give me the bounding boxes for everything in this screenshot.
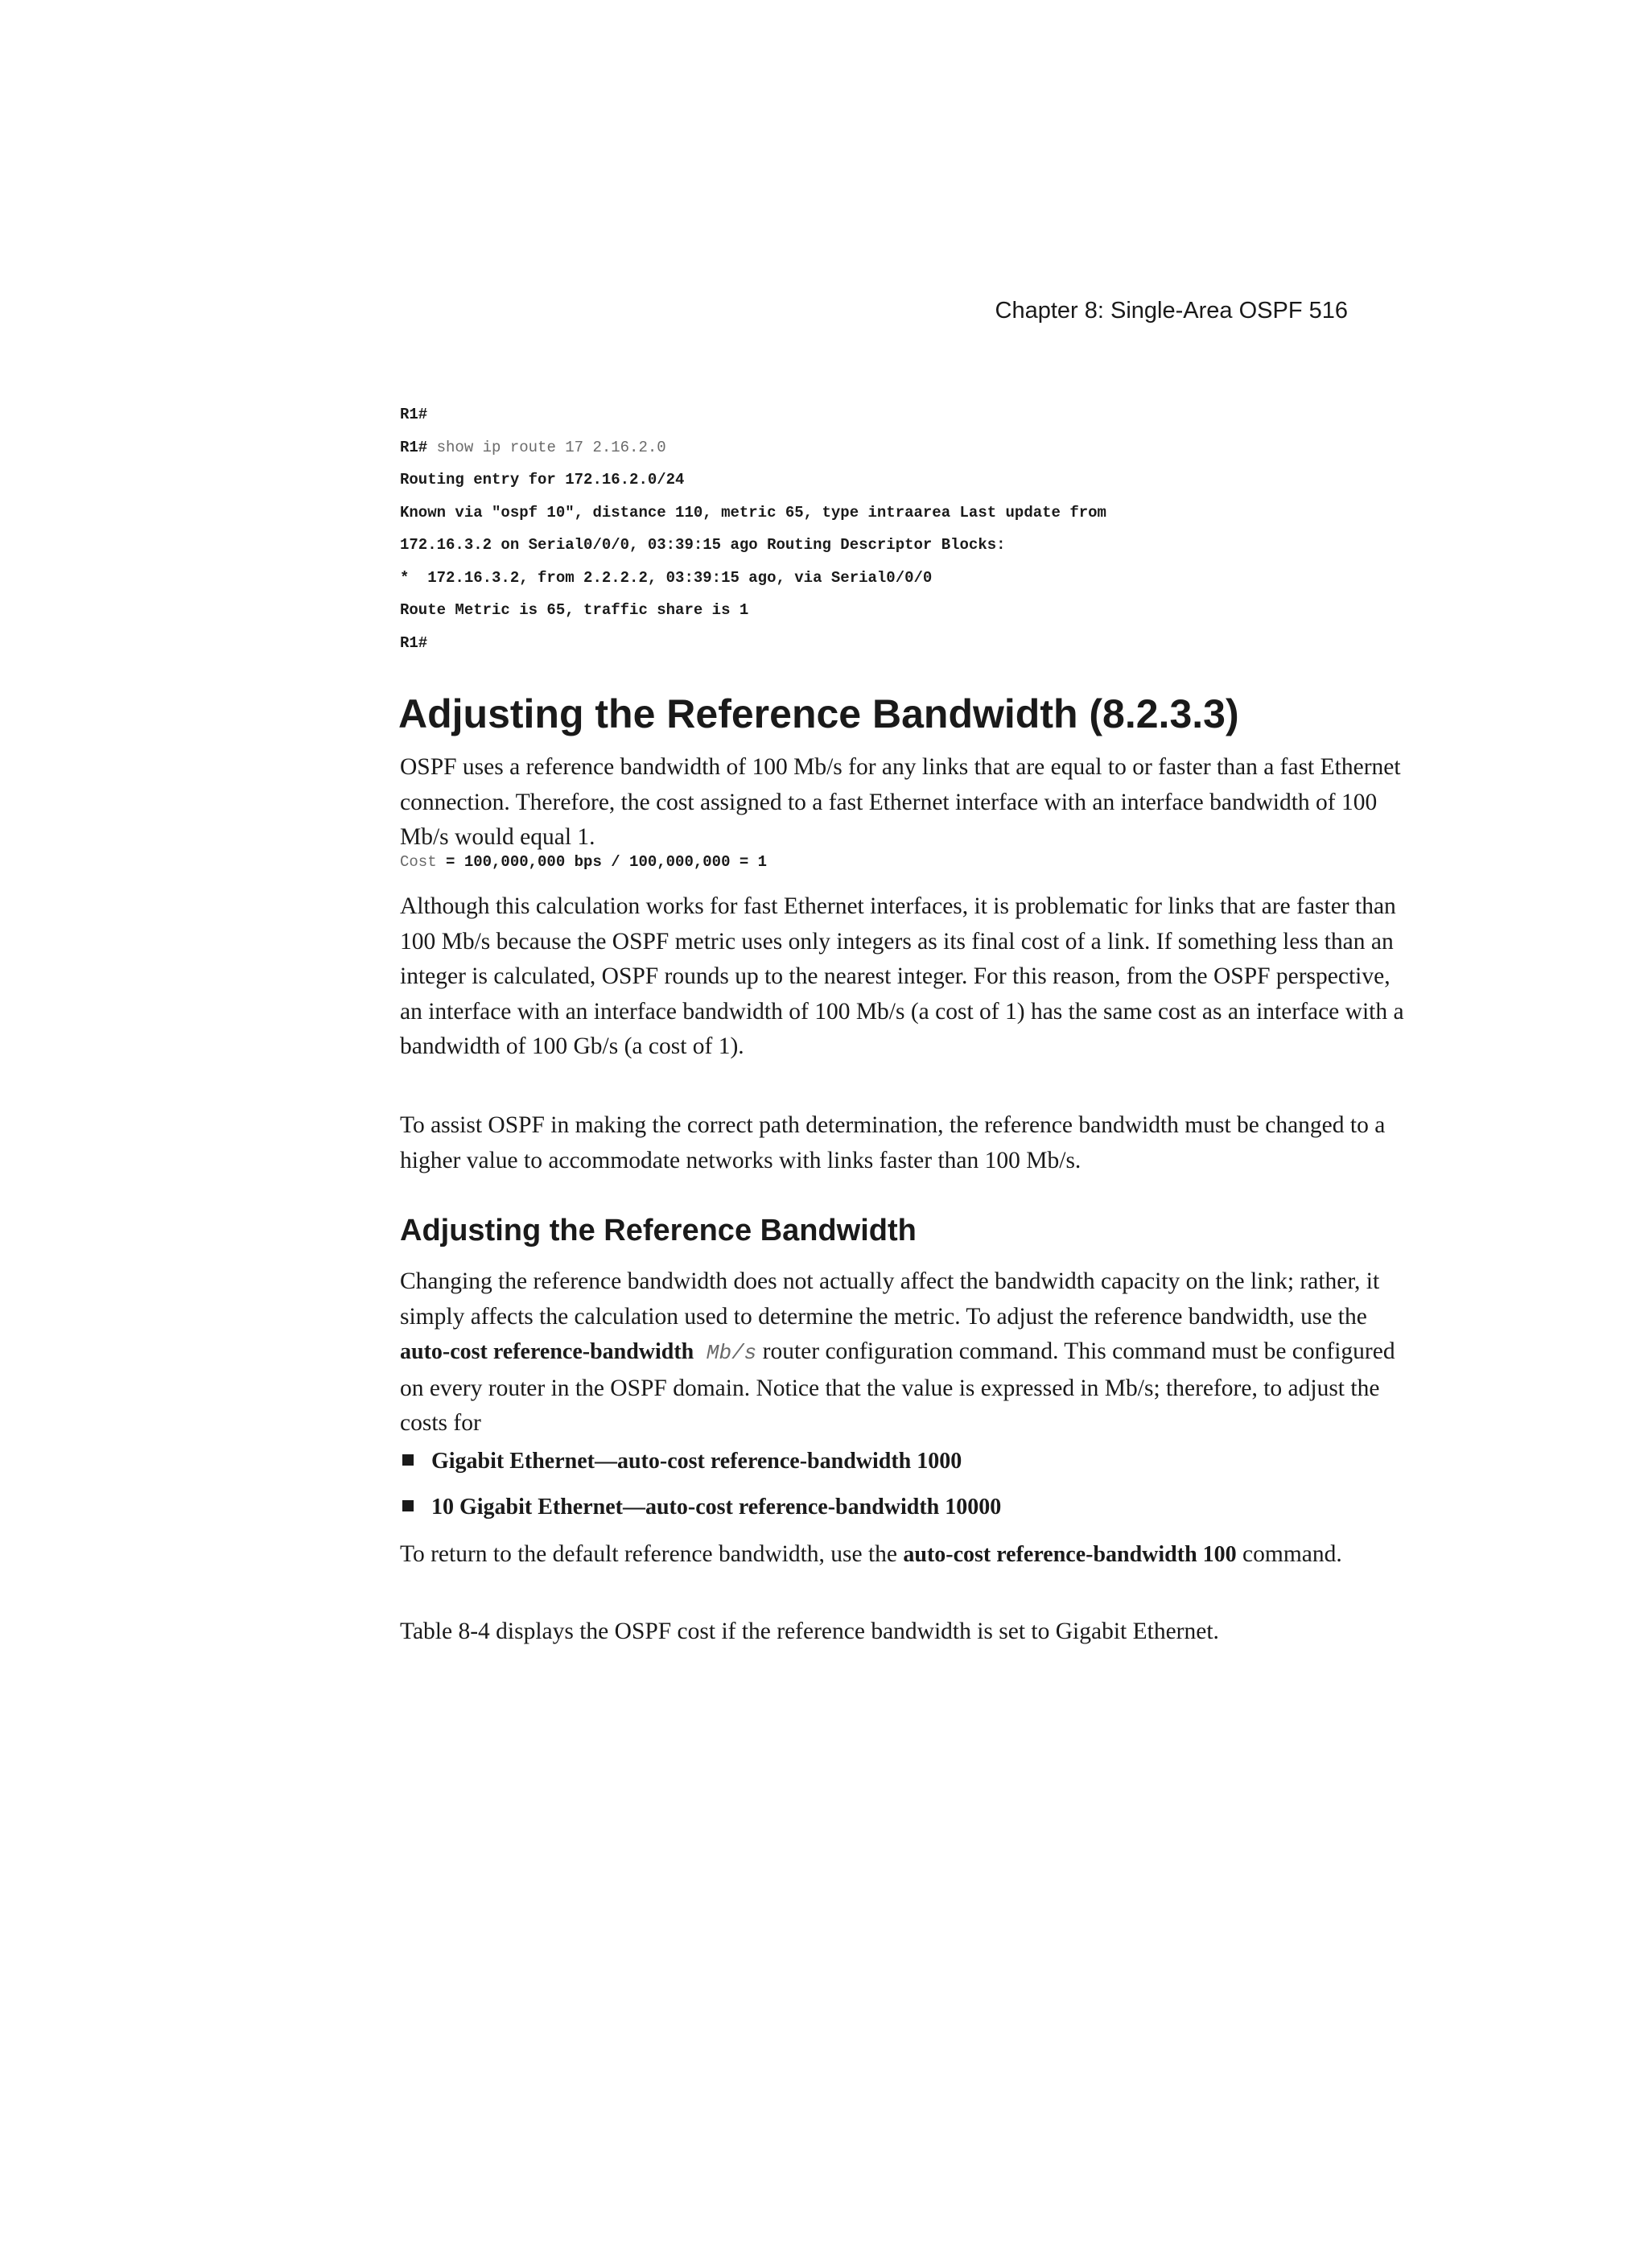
- code-line: [400, 431, 1406, 464]
- code-line: [400, 627, 1406, 660]
- command-keyword: auto-cost reference-bandwidth 100: [903, 1542, 1237, 1567]
- text-run: router configuration command. This command must be configured on every router in the OSPF domain. Notice that the value is expressed in Mb/s; therefore, to adjust the costs for: [400, 1338, 1395, 1436]
- command-argument: Mb/s: [694, 1341, 757, 1365]
- paragraph: OSPF uses a reference bandwidth of 100 Mb/s for any links that are equal to or faster than a fast Ethernet connection. Therefore, the cost assigned to a fast Ethernet interface with an interface bandwidth of 100 Mb/s would equal 1.: [400, 754, 1401, 850]
- bullet-item: [402, 1491, 1408, 1524]
- code-line: 172.16.3.2 on Serial0/0/0, 03:39:15 ago Routing Descriptor Blocks:: [400, 536, 1006, 554]
- paragraph: [400, 1264, 1406, 1441]
- code-line: [400, 398, 1406, 431]
- subsection-heading: Adjusting the Reference Bandwidth: [400, 1214, 917, 1247]
- bullet-square-icon: [402, 1454, 414, 1466]
- text-run: To return to the default reference bandwidth, use the: [400, 1541, 904, 1567]
- bullet-square-icon: [402, 1500, 414, 1511]
- cli-output-block: [400, 398, 1406, 659]
- paragraph: Although this calculation works for fast Ethernet interfaces, it is problematic for links that are faster than 100 Mb/s because the OSPF metric uses only integers as its final cost of a link. If something less than an integer is calculated, OSPF rounds up to the nearest integer. For this reason, from the OSPF perspective, an interface with an interface bandwidth of 100 Mb/s (a cost of 1) has the same cost as an interface with a bandwidth of 100 Gb/s (a cost of 1).: [400, 893, 1404, 1059]
- cli-prompt: R1#: [400, 438, 428, 456]
- formula-expression: = 100,000,000 bps / 100,000,000 = 1: [436, 853, 768, 871]
- cli-prompt: R1#: [400, 406, 428, 423]
- section-heading: Adjusting the Reference Bandwidth (8.2.3.3): [398, 691, 1239, 736]
- text-run: command.: [1236, 1541, 1342, 1567]
- cli-command: show ip route 17 2.16.2.0: [427, 438, 666, 456]
- code-line: Routing entry for 172.16.2.0/24: [400, 471, 685, 489]
- bullet-item: [402, 1445, 1408, 1478]
- text-run: Changing the reference bandwidth does not actually affect the bandwidth capacity on the link; rather, it simply affects the calculation used to determine the metric. To adjust the reference bandwidth, use the: [400, 1268, 1380, 1330]
- cli-prompt: R1#: [400, 633, 428, 652]
- paragraph: [400, 1537, 1406, 1573]
- paragraph: To assist OSPF in making the correct path determination, the reference bandwidth must be changed to a higher value to accommodate networks with links faster than 100 Mb/s.: [400, 1112, 1386, 1173]
- code-line: Route Metric is 65, traffic share is 1: [400, 601, 749, 619]
- cost-formula: [400, 853, 767, 871]
- paragraph: Table 8-4 displays the OSPF cost if the reference bandwidth is set to Gigabit Ethernet.: [400, 1619, 1219, 1644]
- code-line: * 172.16.3.2, from 2.2.2.2, 03:39:15 ago, via Serial0/0/0: [400, 568, 933, 587]
- code-line: Known via "ospf 10", distance 110, metric 65, type intraarea Last update from: [400, 503, 1106, 522]
- bullet-text: 10 Gigabit Ethernet—auto-cost reference-bandwidth 10000: [431, 1495, 1002, 1520]
- command-keyword: auto-cost reference-bandwidth: [400, 1339, 694, 1364]
- formula-label: Cost: [400, 853, 437, 871]
- bullet-text: Gigabit Ethernet—auto-cost reference-bandwidth 1000: [431, 1449, 962, 1474]
- running-head: Chapter 8: Single-Area OSPF 516: [995, 298, 1348, 324]
